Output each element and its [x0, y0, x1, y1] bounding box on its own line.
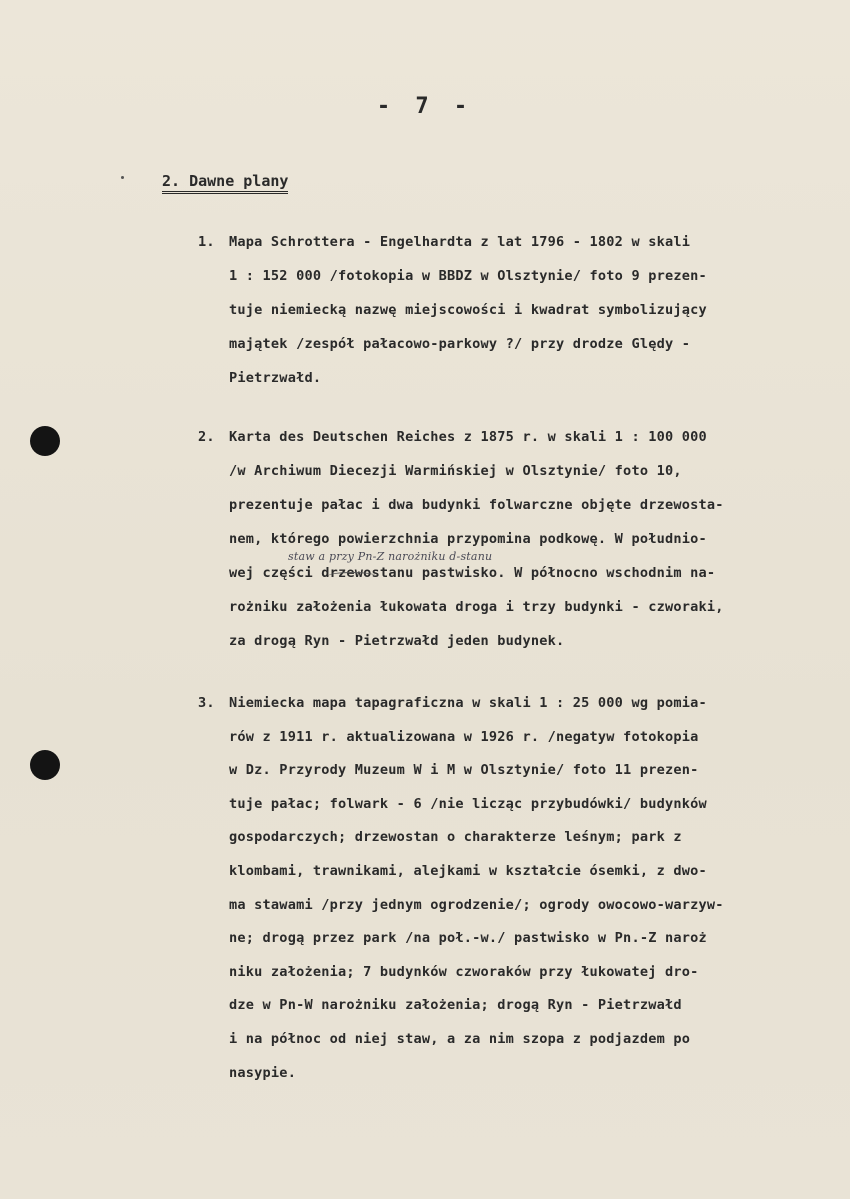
text-line: 1 : 152 000 /fotokopia w BBDZ w Olsztynie/ foto 9 prezen- [229, 268, 707, 284]
text-line: klombami, trawnikami, alejkami w kształcie ósemki, z dwo- [229, 862, 707, 879]
line-text: Mapa Schrottera - Engelhardta z lat 1796 - 1802 w skali [229, 234, 691, 250]
ink-speck [121, 176, 124, 179]
text-line: w Dz. Przyrody Muzeum W i M w Olsztynie/ foto 11 prezen- [229, 762, 699, 779]
text-line: ma stawami /przy jednym ogrodzenie/; ogrody owocowo-warzyw- [229, 896, 724, 913]
line-text: Niemiecka mapa tapagraficzna w skali 1 : 25 000 wg pomia- [229, 695, 707, 711]
text-line: niku założenia; 7 budynków czworaków przy łukowatej dro- [229, 963, 699, 980]
text-line: /w Archiwum Diecezji Warmińskiej w Olsztynie/ foto 10, [229, 463, 682, 479]
text-line [198, 556, 838, 590]
text-line: nem, którego powierzchnia przypomina podkowę. W południo- [229, 531, 707, 547]
text-line: gospodarczych; drzewostan o charakterze leśnym; park z [229, 829, 682, 846]
handwritten-note: staw a przy Pn-Z narożniku d-stanu [288, 550, 493, 563]
line-text: Karta des Deutschen Reiches z 1875 r. w skali 1 : 100 000 [229, 429, 707, 445]
list-item-1 [198, 225, 838, 395]
item-number: 3. [198, 695, 215, 711]
text-line: tuje niemiecką nazwę miejscowości i kwadrat symbolizujący [229, 302, 707, 318]
text-line: nasypie. [229, 1064, 297, 1081]
text-line: rożniku założenia łukowata droga i trzy budynki - czworaki, [229, 599, 724, 615]
punch-hole [30, 750, 60, 780]
list-item-2 [198, 420, 838, 658]
text-line: majątek /zespół pałacowo-parkowy ?/ przy drodze Ględy - [229, 336, 691, 352]
text-line: i na północ od niej staw, a za nim szopa z podjazdem po [229, 1030, 691, 1047]
text-line: ne; drogą przez park /na poł.-w./ pastwisko w Pn.-Z naroż [229, 930, 707, 947]
text-line: dze w Pn-W narożniku założenia; drogą Ryn - Pietrzwałd [229, 997, 682, 1014]
text-line: Pietrzwałd. [229, 370, 322, 386]
text-line: prezentuje pałac i dwa budynki folwarczne objęte drzewosta- [229, 497, 724, 513]
punch-hole [30, 426, 60, 456]
list-item-3 [198, 687, 838, 1090]
text-line [198, 225, 838, 259]
section-heading [162, 172, 288, 194]
item-number: 1. [198, 234, 215, 250]
section-heading-text: 2. Dawne plany [162, 172, 288, 194]
inserted-text: rzewo [329, 565, 372, 581]
page-number: - 7 - [376, 94, 474, 119]
line-text-before: wej części d [229, 565, 330, 581]
text-line: rów z 1911 r. aktualizowana w 1926 r. /negatyw fotokopia [229, 728, 699, 745]
text-line: za drogą Ryn - Pietrzwałd jeden budynek. [229, 633, 565, 649]
item-number: 2. [198, 429, 215, 445]
text-line [198, 420, 838, 454]
text-line: tuje pałac; folwark - 6 /nie licząc przybudówki/ budynków [229, 795, 707, 812]
line-text-after: stanu pastwisko. W północno wschodnim na- [371, 565, 716, 581]
text-line [198, 687, 838, 721]
